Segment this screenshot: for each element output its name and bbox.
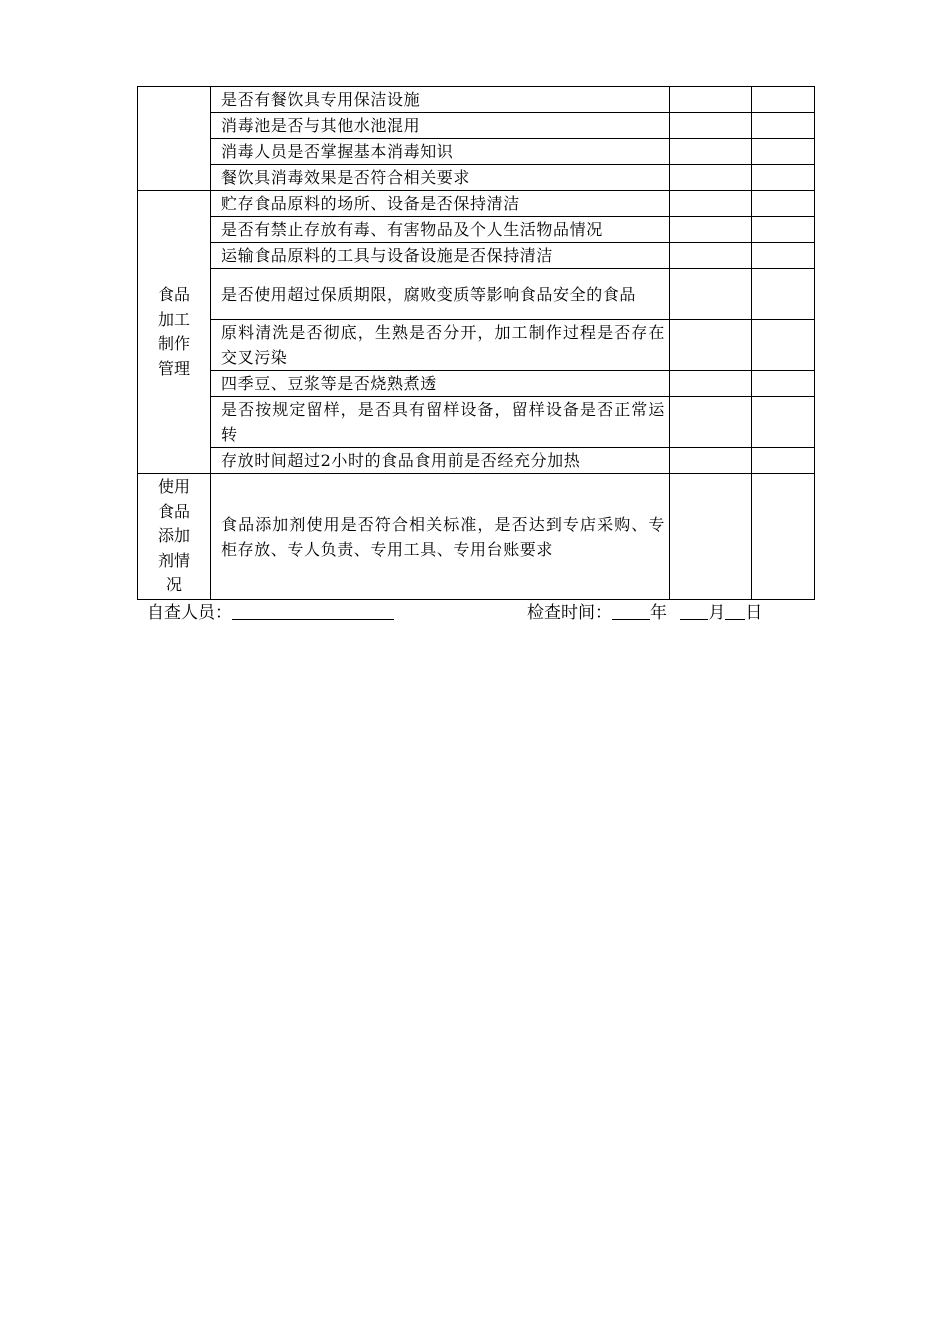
remark-cell[interactable]	[752, 269, 815, 320]
remark-cell[interactable]	[752, 371, 815, 397]
day-blank[interactable]	[725, 602, 745, 620]
year-label: 年	[650, 603, 667, 623]
table-row	[138, 269, 815, 320]
check-item: 贮存食品原料的场所、设备是否保持清洁	[211, 191, 670, 217]
table-row	[138, 320, 815, 371]
date-label: 检查时间：	[527, 603, 612, 623]
category-label-line: 使用	[157, 477, 190, 497]
check-item: 餐饮具消毒效果是否符合相关要求	[211, 165, 670, 191]
table-row	[138, 474, 815, 600]
remark-cell[interactable]	[752, 474, 815, 600]
category-cell-food-processing	[138, 191, 211, 474]
remark-cell[interactable]	[752, 217, 815, 243]
year-blank[interactable]	[612, 602, 650, 620]
table-row	[138, 397, 815, 448]
signature-footer	[147, 598, 807, 622]
table-row	[138, 113, 815, 139]
table-row	[138, 371, 815, 397]
category-label-line: 添加	[157, 526, 190, 546]
inspector-label: 自查人员：	[147, 603, 232, 623]
remark-cell[interactable]	[752, 320, 815, 371]
category-label-line: 况	[165, 575, 182, 595]
result-cell[interactable]	[670, 371, 752, 397]
table-row	[138, 165, 815, 191]
inspection-date-field	[527, 598, 762, 623]
check-item: 存放时间超过2小时的食品食用前是否经充分加热	[211, 448, 670, 474]
remark-cell[interactable]	[752, 113, 815, 139]
inspector-blank[interactable]	[232, 602, 394, 620]
result-cell[interactable]	[670, 243, 752, 269]
check-item: 是否按规定留样，是否具有留样设备，留样设备是否正常运转	[211, 397, 670, 448]
table-row	[138, 448, 815, 474]
result-cell[interactable]	[670, 217, 752, 243]
remark-cell[interactable]	[752, 139, 815, 165]
result-cell[interactable]	[670, 113, 752, 139]
category-cell-food-additives	[138, 474, 211, 600]
check-item: 是否有禁止存放有毒、有害物品及个人生活物品情况	[211, 217, 670, 243]
result-cell[interactable]	[670, 191, 752, 217]
result-cell[interactable]	[670, 474, 752, 600]
result-cell[interactable]	[670, 139, 752, 165]
table-row	[138, 217, 815, 243]
remark-cell[interactable]	[752, 243, 815, 269]
remark-cell[interactable]	[752, 448, 815, 474]
inspector-field	[147, 598, 394, 623]
inspection-table	[137, 86, 815, 600]
check-item: 是否使用超过保质期限，腐败变质等影响食品安全的食品	[211, 269, 670, 320]
result-cell[interactable]	[670, 320, 752, 371]
check-item: 消毒人员是否掌握基本消毒知识	[211, 139, 670, 165]
result-cell[interactable]	[670, 165, 752, 191]
category-label-line: 剂情	[157, 550, 190, 570]
table-row	[138, 87, 815, 113]
day-label: 日	[745, 603, 763, 623]
table-row	[138, 191, 815, 217]
result-cell[interactable]	[670, 397, 752, 448]
check-item: 运输食品原料的工具与设备设施是否保持清洁	[211, 243, 670, 269]
result-cell[interactable]	[670, 269, 752, 320]
month-blank[interactable]	[680, 602, 708, 620]
month-label: 月	[708, 603, 726, 623]
check-item: 消毒池是否与其他水池混用	[211, 113, 670, 139]
category-label-line: 加工	[157, 309, 190, 329]
check-item: 食品添加剂使用是否符合相关标准，是否达到专店采购、专柜存放、专人负责、专用工具、专用台账要求	[211, 474, 670, 600]
table-row	[138, 243, 815, 269]
result-cell[interactable]	[670, 448, 752, 474]
table-row	[138, 139, 815, 165]
category-cell-disinfection	[138, 87, 211, 191]
category-label-line: 管理	[157, 358, 190, 378]
check-item: 是否有餐饮具专用保洁设施	[211, 87, 670, 113]
check-item: 原料清洗是否彻底，生熟是否分开，加工制作过程是否存在交叉污染	[211, 320, 670, 371]
result-cell[interactable]	[670, 87, 752, 113]
remark-cell[interactable]	[752, 87, 815, 113]
category-label-line: 食品	[157, 501, 190, 521]
check-item: 四季豆、豆浆等是否烧熟煮透	[211, 371, 670, 397]
category-label-line: 制作	[157, 334, 190, 353]
remark-cell[interactable]	[752, 165, 815, 191]
remark-cell[interactable]	[752, 397, 815, 448]
remark-cell[interactable]	[752, 191, 815, 217]
category-label-line: 食品	[157, 285, 190, 304]
